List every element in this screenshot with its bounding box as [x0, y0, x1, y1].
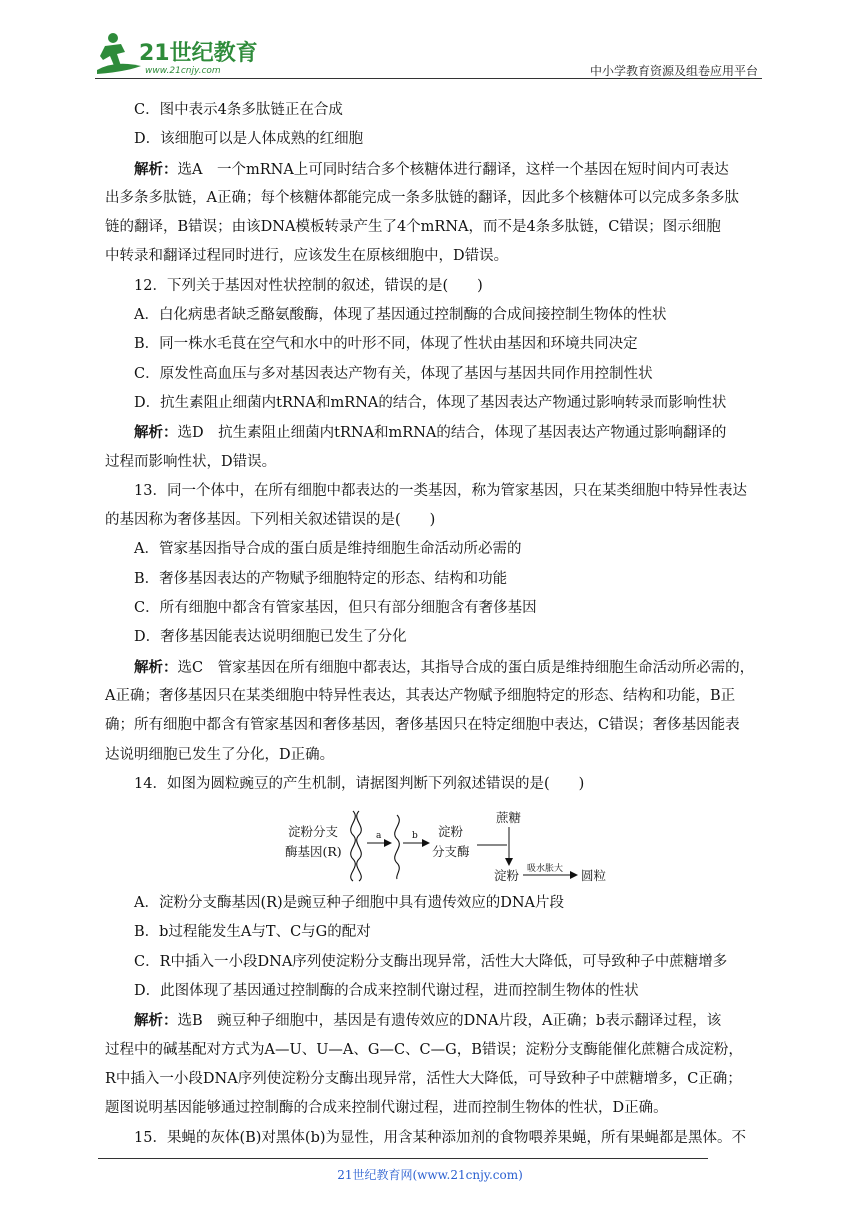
absorb-label: 吸水胀大 [527, 864, 564, 875]
answer-12-line [105, 418, 765, 447]
answer-text: 抗生素阻止细菌内tRNA和mRNA的结合，体现了基因表达产物通过影响翻译的 [218, 425, 727, 442]
answer-14-line-2: 过程中的碱基配对方式为A—U、U—A、G—C、C—G，B错误；淀粉分支酶能催化蔗糖合成淀粉， [105, 1041, 743, 1058]
option-14b: B．b过程能发生A与T、C与G的配对 [134, 924, 371, 941]
logo-title: 21世纪教育 [139, 41, 258, 66]
pathway-diagram [105, 801, 765, 885]
document-body [105, 96, 765, 1153]
answer-11-line-2: 出多条多肽链，A正确；每个核糖体都能完成一条多肽链的翻译，因此多个核糖体可以完成多条多肽 [105, 189, 739, 206]
gene-label-1: 淀粉分支 [288, 824, 339, 840]
answer-13-line-2: A正确；奢侈基因只在某类细胞中特异性表达，其表达产物赋予细胞特定的形态、结构和功能，B正 [105, 687, 736, 704]
starch-label: 淀粉 [494, 868, 520, 884]
answer-11-line-3: 链的翻译，B错误；由该DNA模板转录产生了4个mRNA，而不是4条多肽链，C错误；图示细胞 [105, 219, 721, 236]
option-12d: D．抗生素阻止细菌内tRNA和mRNA的结合，体现了基因表达产物通过影响转录而影响性状 [134, 394, 727, 411]
header-divider [95, 78, 762, 79]
option-11d: D．该细胞可以是人体成熟的红细胞 [134, 131, 364, 148]
footer-divider [98, 1158, 708, 1159]
platform-name: 中小学教育资源及组卷应用平台 [589, 64, 758, 78]
option-14c: C．R中插入一小段DNA序列使淀粉分支酶出现异常，活性大大降低，可导致种子中蔗糖增多 [134, 953, 728, 970]
gene-label-2: 酶基因(R) [285, 844, 342, 860]
option-12a: A．白化病患者缺乏酪氨酸酶，体现了基因通过控制酶的合成间接控制生物体的性状 [134, 307, 667, 324]
pathway-svg [105, 801, 765, 885]
option-14d: D．此图体现了基因通过控制酶的合成来控制代谢过程，进而控制生物体的性状 [134, 983, 639, 1000]
answer-label: 解析： [134, 658, 178, 676]
option-13d: D．奢侈基因能表达说明细胞已发生了分化 [134, 629, 407, 646]
round-pea-label: 圆粒 [581, 868, 607, 884]
mrna-strand-icon [395, 815, 400, 879]
question-15: 15．果蝇的灰体(B)对黑体(b)为显性，用含某种添加剂的食物喂养果蝇，所有果蝇都是黑体。不 [134, 1129, 747, 1146]
answer-14-line-4: 题图说明基因能够通过控制酶的合成来控制代谢过程，进而控制生物体的性状，D正确。 [105, 1100, 668, 1117]
page-header [95, 30, 762, 80]
answer-text: 一个mRNA上可同时结合多个核糖体进行翻译，这样一个基因在短时间内可表达 [216, 161, 729, 178]
site-logo [95, 30, 265, 80]
answer-text: 管家基因在所有细胞中都表达，其指导合成的蛋白质是维持细胞生命活动所必需的， [217, 659, 755, 676]
answer-choice: 选A [177, 161, 203, 178]
answer-13-line [105, 653, 765, 682]
question-13-line-2: 的基因称为奢侈基因。下列相关叙述错误的是( ) [105, 512, 436, 529]
dna-helix-icon [351, 811, 362, 881]
answer-label: 解析： [134, 1012, 178, 1030]
question-12: 12．下列关于基因对性状控制的叙述，错误的是( ) [134, 277, 483, 294]
option-12b: B．同一株水毛茛在空气和水中的叶形不同，体现了性状由基因和环境共同决定 [134, 336, 638, 353]
option-14a: A．淀粉分支酶基因(R)是豌豆种子细胞中具有遗传效应的DNA片段 [134, 895, 564, 912]
question-13-line-1: 13．同一个体中，在所有细胞中都表达的一类基因，称为管家基因，只在某类细胞中特异性表达 [134, 482, 747, 499]
answer-11-line [105, 155, 765, 184]
question-14: 14．如图为圆粒豌豆的产生机制，请据图判断下列叙述错误的是( ) [134, 775, 585, 792]
option-12c: C．原发性高血压与多对基因表达产物有关，体现了基因与基因共同作用控制性状 [134, 365, 653, 382]
enzyme-label-1: 淀粉 [438, 824, 464, 840]
answer-12-line-2: 过程而影响性状，D错误。 [105, 453, 277, 470]
option-13b: B．奢侈基因表达的产物赋予细胞特定的形态、结构和功能 [134, 570, 508, 587]
answer-13-line-4: 达说明细胞已发生了分化，D正确。 [105, 746, 335, 763]
footer-link[interactable]: 21世纪教育网(www.21cnjy.com) [337, 1168, 523, 1182]
answer-label: 解析： [134, 160, 178, 178]
answer-choice: 选B [177, 1013, 203, 1030]
step-b-label: b [412, 831, 418, 842]
answer-11-line-4: 中转录和翻译过程同时进行，应该发生在原核细胞中，D错误。 [105, 248, 509, 265]
sucrose-label: 蔗糖 [496, 810, 522, 826]
option-11c: C．图中表示4条多肽链正在合成 [134, 102, 343, 118]
answer-14-line-3: R中插入一小段DNA序列使淀粉分支酶出现异常，活性大大降低，可导致种子中蔗糖增多，C正确； [105, 1070, 742, 1087]
logo-url: www.21cnjy.com [145, 66, 221, 76]
answer-14-line [105, 1006, 765, 1035]
answer-text: 豌豆种子细胞中，基因是有遗传效应的DNA片段，A正确；b表示翻译过程，该 [217, 1013, 722, 1030]
step-a-label: a [376, 831, 382, 842]
answer-label: 解析： [134, 424, 178, 442]
answer-choice: 选D [177, 425, 204, 442]
answer-choice: 选C [177, 659, 204, 676]
enzyme-label-2: 分支酶 [432, 844, 470, 860]
option-13c: C．所有细胞中都含有管家基因，但只有部分细胞含有奢侈基因 [134, 600, 537, 617]
answer-13-line-3: 确；所有细胞中都含有管家基因和奢侈基因，奢侈基因只在特定细胞中表达，C错误；奢侈基因能表 [105, 717, 740, 734]
option-13a: A．管家基因指导合成的蛋白质是维持细胞生命活动所必需的 [134, 541, 522, 558]
